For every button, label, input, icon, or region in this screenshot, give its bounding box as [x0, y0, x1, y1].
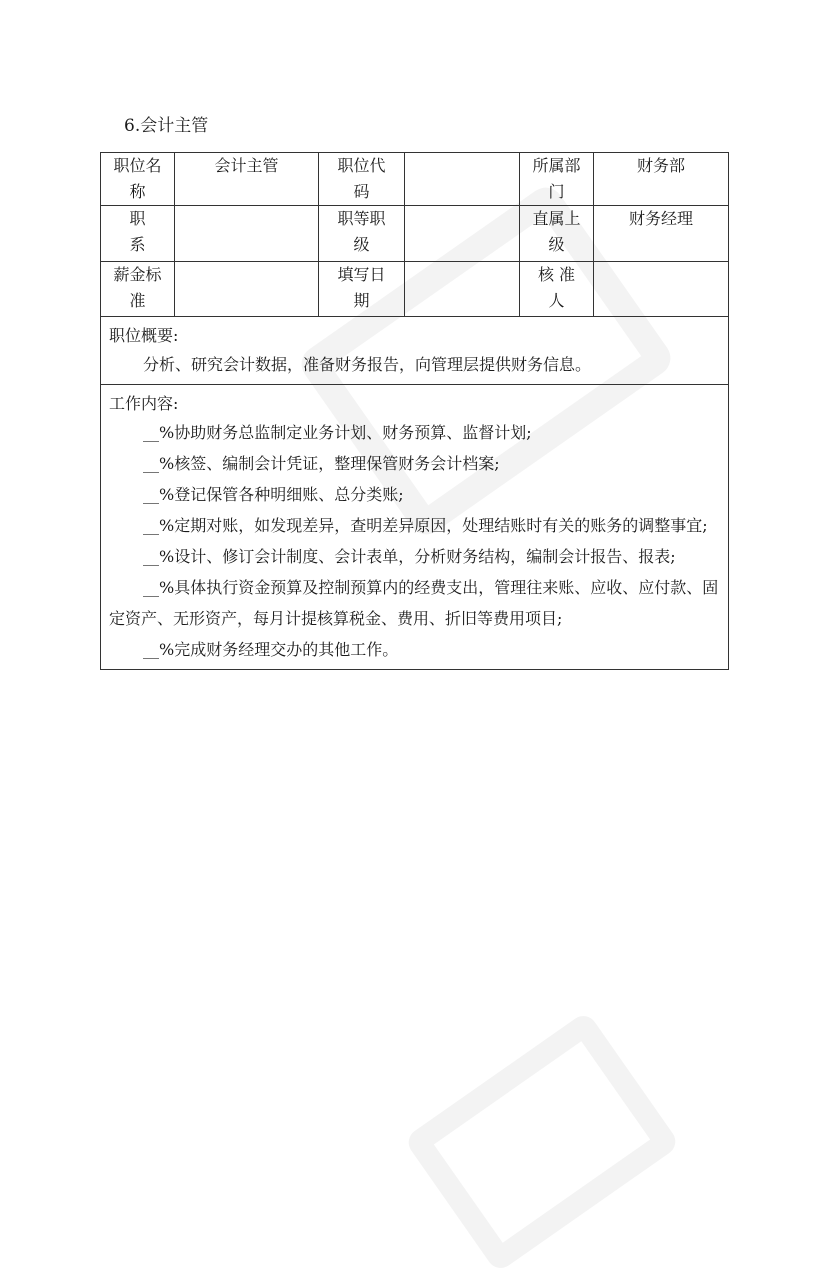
table-row: [101, 206, 729, 262]
table-row: [101, 153, 729, 206]
value-job-family: [175, 206, 319, 262]
duty-item: __%设计、修订会计制度、会计表单，分析财务结构，编制会计报告、报表;: [143, 547, 676, 566]
label-department: 所属部 门: [520, 153, 594, 206]
value-fill-date: [405, 262, 520, 317]
section-title: 6.会计主管: [124, 116, 209, 136]
overview-text: 分析、研究会计数据，准备财务报告，向管理层提供财务信息。: [143, 355, 592, 374]
overview-block: [101, 317, 729, 385]
overview-row: [101, 317, 729, 385]
duties-block: [101, 385, 729, 670]
overview-title: 职位概要:: [109, 326, 179, 345]
duty-item: __%登记保管各种明细账、总分类账;: [143, 485, 404, 504]
label-job-grade: 职等职 级: [319, 206, 405, 262]
label-fill-date: 填写日 期: [319, 262, 405, 317]
label-salary-standard: 薪金标 准: [101, 262, 175, 317]
label-job-family: 职 系: [101, 206, 175, 262]
value-position-code: [405, 153, 520, 206]
watermark-logo-bottom: [403, 1011, 681, 1273]
label-direct-supervisor: 直属上 级: [520, 206, 594, 262]
label-approver: 核 准 人: [520, 262, 594, 317]
value-position-name: 会计主管: [175, 153, 319, 206]
duties-title: 工作内容:: [109, 394, 179, 413]
value-department: 财务部: [594, 153, 729, 206]
label-position-code: 职位代 码: [319, 153, 405, 206]
duty-item: __%完成财务经理交办的其他工作。: [143, 640, 399, 659]
value-job-grade: [405, 206, 520, 262]
label-position-name: 职位名 称: [101, 153, 175, 206]
value-approver: [594, 262, 729, 317]
value-salary-standard: [175, 262, 319, 317]
duty-item: __%核签、编制会计凭证，整理保管财务会计档案;: [143, 454, 500, 473]
job-description-table: [100, 152, 729, 670]
duties-row: [101, 385, 729, 670]
table-row: [101, 262, 729, 317]
value-direct-supervisor: 财务经理: [594, 206, 729, 262]
duty-item: __%协助财务总监制定业务计划、财务预算、监督计划;: [143, 423, 532, 442]
duty-item: __%具体执行资金预算及控制预算内的经费支出，管理往来账、应收、应付款、固定资产、无形资产，每月计提核算税金、费用、折旧等费用项目;: [109, 578, 719, 628]
duty-item: __%定期对账，如发现差异，查明差异原因，处理结账时有关的账务的调整事宜;: [143, 516, 708, 535]
